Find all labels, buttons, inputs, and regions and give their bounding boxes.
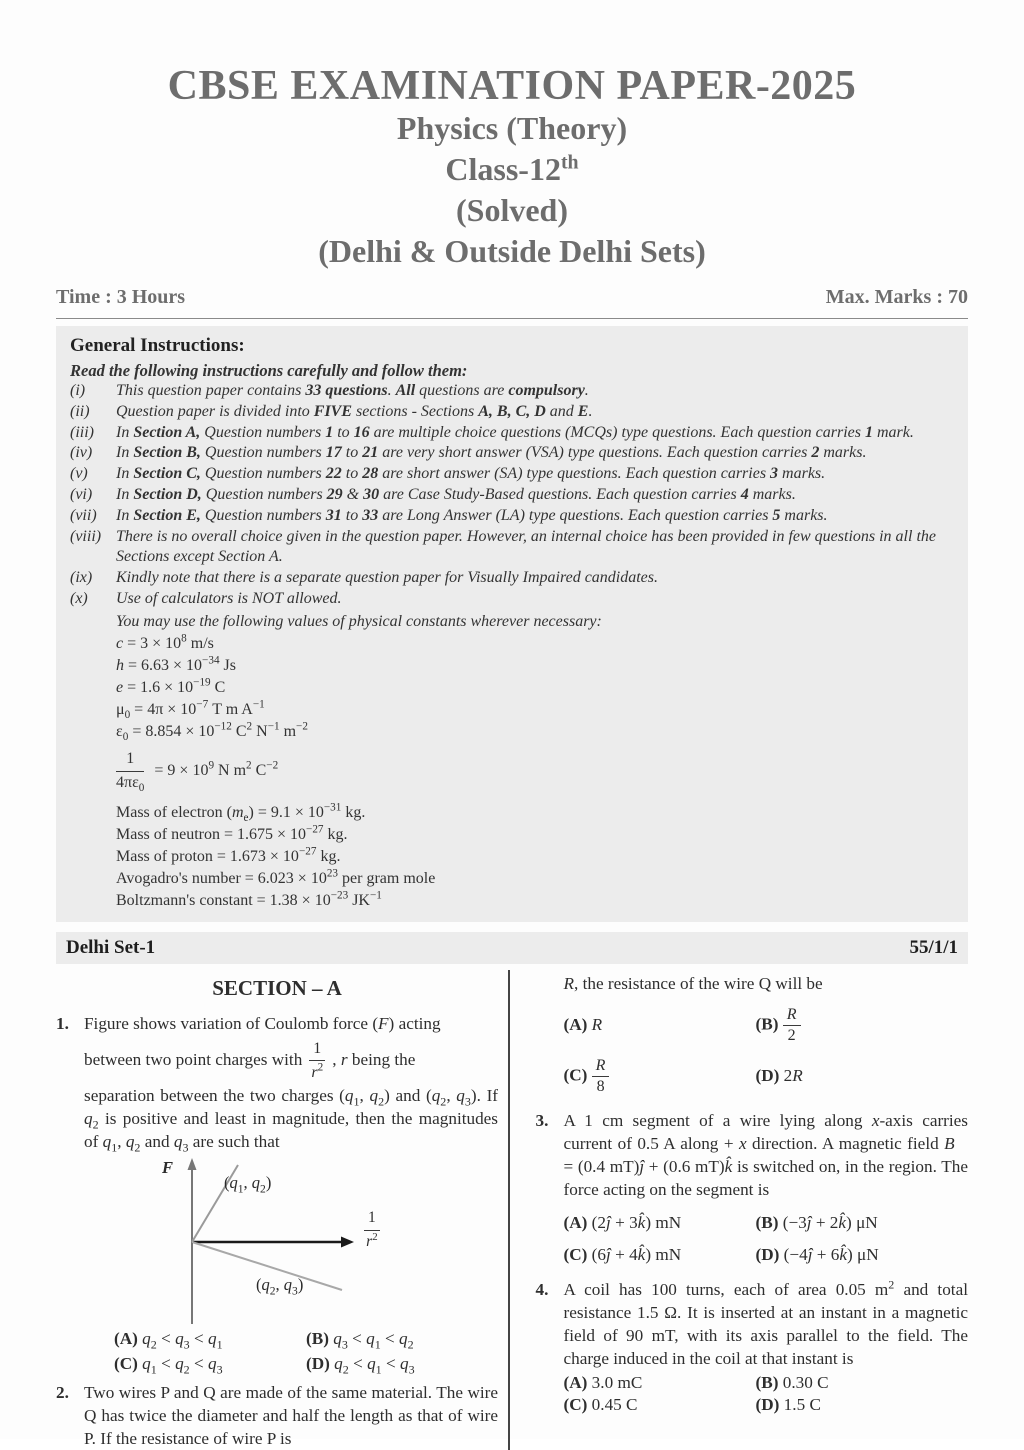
option-text: (2ĵ + 3k̂) mN xyxy=(591,1213,682,1233)
instruction-text: In Section B, Question numbers 17 to 21 are very short answer (VSA) type questions. Each question carries 2 marks. xyxy=(116,444,867,462)
option-a xyxy=(564,1213,756,1233)
coulomb-force-graph xyxy=(120,1156,450,1326)
fraction-numerator: 1 xyxy=(364,1208,380,1231)
option-c xyxy=(564,1395,756,1415)
question-3-options xyxy=(564,1213,969,1265)
question-columns xyxy=(56,970,968,1450)
instruction-item xyxy=(70,423,954,444)
fraction-numerator: R xyxy=(783,1006,801,1026)
mass-line: Mass of proton = $1.673 \times 10^{-27}$ kg. xyxy=(116,845,341,865)
instructions-heading: General Instructions: xyxy=(70,334,245,356)
instruction-number: (i) xyxy=(70,382,86,400)
question-text: Two wires P and Q are made of the same material. The wire Q has twice the diameter and half the length as that of wire P. If the resistance of wire P is xyxy=(84,1382,498,1448)
question-body xyxy=(84,1013,498,1376)
instruction-text: In Section E, Question numbers 31 to 33 are Long Answer (LA) type questions. Each question carries 5 marks. xyxy=(116,506,828,524)
constant-line: $e = 1.6 \times 10^{-19}$ C xyxy=(116,676,226,696)
question-text: Figure shows variation of Coulomb force (F) acting xyxy=(84,1013,441,1033)
option-label: (B) xyxy=(755,1372,779,1392)
right-column xyxy=(510,970,969,1450)
instruction-number: (vi) xyxy=(70,486,93,504)
option-label: (C) xyxy=(563,1394,588,1414)
y-axis-label: F xyxy=(162,1158,174,1177)
option-fraction xyxy=(783,1006,801,1045)
question-number: 1. xyxy=(56,1013,69,1033)
question-text: between two point charges with xyxy=(84,1050,303,1070)
option-b xyxy=(756,1006,969,1045)
option-row xyxy=(564,1213,969,1233)
option-label: (B) xyxy=(755,1213,779,1233)
graph-axes-and-lines xyxy=(120,1156,450,1326)
option-text: (−4ĵ + 6k̂) μN xyxy=(783,1245,879,1265)
set-name: Delhi Set-1 xyxy=(66,936,156,958)
instruction-text: In Section A, Question numbers 1 to 16 are multiple choice questions (MCQs) type questions. Each question carries 1 mark. xyxy=(116,423,914,441)
fraction-denominator: 2 xyxy=(787,1026,796,1044)
section-a-heading: SECTION – A xyxy=(212,975,342,1000)
question-text: separation between the two charges ($q_1$, $q_2$) and ($q_2$, $q_3$). If $q_2$ is positive and least in magnitude, then the magnitudes of $q_1$, $q_2$ and $q_3$ are such that xyxy=(84,1086,499,1155)
option-text: (−3ĵ + 2k̂) μN xyxy=(782,1213,878,1233)
time-allowed: Time : 3 Hours xyxy=(56,285,186,308)
instruction-item xyxy=(70,527,954,569)
option-text: (6ĵ + 4k̂) mN xyxy=(591,1245,682,1265)
instruction-item xyxy=(70,443,954,464)
question-number: 2. xyxy=(56,1382,69,1402)
instruction-number: (iii) xyxy=(70,423,94,441)
option-text: $q_2 < q_1 < q_3$ xyxy=(334,1353,415,1377)
q1q2-line-label: ($q_1$, $q_2$) xyxy=(224,1173,272,1196)
instruction-item xyxy=(70,485,954,506)
option-label: (C) xyxy=(114,1353,138,1373)
coulomb-constant-value: = $9 \times 10^9$ N $m^2$ $C^{-2}$ xyxy=(154,759,279,779)
option-d xyxy=(306,1353,498,1376)
option-row xyxy=(564,1006,969,1045)
option-text: $q_3 < q_1 < q_2$ xyxy=(333,1329,414,1352)
option-label: (C) xyxy=(563,1245,588,1265)
instruction-text: This question paper contains 33 questions. All questions are compulsory. xyxy=(116,382,589,400)
option-label: (B) xyxy=(306,1329,329,1348)
instruction-text: Use of calculators is NOT allowed. xyxy=(116,590,342,607)
y-axis-arrowhead xyxy=(188,1158,197,1170)
option-label: (A) xyxy=(563,1213,588,1233)
option-b xyxy=(306,1328,498,1351)
question-number: 3. xyxy=(535,1110,549,1130)
mass-line: Mass of neutron = $1.675 \times 10^{-27}$ kg. xyxy=(116,823,348,843)
option-label: (B) xyxy=(755,1014,779,1034)
option-text: 1.5 C xyxy=(783,1394,821,1414)
fraction-denominator: $r^2$ xyxy=(366,1230,378,1250)
option-d xyxy=(756,1245,969,1265)
set-bar xyxy=(56,932,968,964)
option-label: (A) xyxy=(114,1329,138,1348)
paper-class: Class-12th xyxy=(445,151,579,188)
instructions-subheading: Read the following instructions carefully and follow them: xyxy=(70,360,468,380)
coulomb-constant-fraction xyxy=(116,749,144,794)
instruction-text: Kindly note that there is a separate question paper for Visually Impaired candidates. xyxy=(116,569,659,587)
instruction-number: (x) xyxy=(70,590,88,607)
instruction-number: (viii) xyxy=(70,527,102,545)
option-c xyxy=(564,1057,756,1096)
fraction-numerator: 1 xyxy=(116,749,144,772)
option-fraction xyxy=(592,1057,610,1096)
instruction-text: There is no overall choice given in the question paper. However, an internal choice has been provided in few questions in all the Sections except Section A. xyxy=(116,527,936,566)
instruction-number: (iv) xyxy=(70,444,93,462)
question-2 xyxy=(56,1382,498,1450)
option-label: (D) xyxy=(755,1245,780,1265)
constants-intro: You may use the following values of physical constants wherever necessary: xyxy=(116,612,602,630)
fraction-numerator: 1 xyxy=(309,1038,325,1061)
question-number: 4. xyxy=(535,1280,549,1300)
header-divider xyxy=(56,318,968,319)
mass-line: Boltzmann's constant = $1.38 \times 10^{-23}$ $JK^{-1}$ xyxy=(116,889,382,909)
instruction-number: (ii) xyxy=(70,402,90,420)
question-2-continuation: R, the resistance of the wire Q will be xyxy=(563,973,823,993)
instruction-text: In Section C, Question numbers 22 to 28 are short answer (SA) type questions. Each question carries 3 marks. xyxy=(116,465,826,483)
option-c xyxy=(114,1353,306,1376)
fraction-denominator: $4\pi\varepsilon_0$ xyxy=(116,773,145,794)
fraction-numerator: R xyxy=(592,1057,610,1077)
instruction-item xyxy=(70,589,954,610)
instruction-item xyxy=(70,464,954,485)
max-marks: Max. Marks : 70 xyxy=(825,285,968,308)
paper-solved-tag: (Solved) xyxy=(456,192,568,228)
option-label: (A) xyxy=(563,1372,588,1392)
option-text: $q_2 < q_3 < q_1$ xyxy=(142,1329,223,1352)
paper-sets-tag: (Delhi & Outside Delhi Sets) xyxy=(318,232,706,269)
q2q3-line-label: ($q_2$, $q_3$) xyxy=(256,1275,304,1298)
option-row xyxy=(564,1395,969,1415)
instruction-number: (vii) xyxy=(70,506,97,524)
option-text: 3.0 mC xyxy=(591,1372,643,1392)
inverse-r-squared-fraction xyxy=(309,1038,325,1084)
instruction-text: In Section D, Question numbers 29 & 30 are Case Study-Based questions. Each question carries 4 marks. xyxy=(116,486,796,504)
paper-title: CBSE EXAMINATION PAPER-2025 xyxy=(167,63,857,109)
coulomb-constant-line xyxy=(116,749,954,794)
option-b xyxy=(756,1213,969,1233)
option-label: (C) xyxy=(563,1065,588,1085)
option-text: R xyxy=(591,1015,603,1035)
option-text: $q_1 < q_2 < q_3$ xyxy=(142,1353,223,1377)
mass-line: Avogadro's number = $6.023 \times 10^{23}$ per gram mole xyxy=(116,867,436,887)
instruction-text: Question paper is divided into FIVE sections - Sections A, B, C, D and E. xyxy=(116,402,593,420)
option-row xyxy=(564,1373,969,1393)
masses-block xyxy=(70,802,954,912)
option-d xyxy=(756,1066,969,1086)
fraction-denominator: 8 xyxy=(596,1077,605,1095)
question-4-options xyxy=(564,1373,969,1415)
instruction-number: (v) xyxy=(70,465,88,483)
mass-line: Mass of electron $(m_e) = 9.1 \times 10^{-31}$ kg. xyxy=(116,801,366,824)
time-marks-row xyxy=(56,286,968,309)
constant-line: $h = 6.63 \times 10^{-34}$ Js xyxy=(116,654,236,674)
instruction-item xyxy=(70,402,954,423)
question-1-options xyxy=(114,1328,498,1376)
option-label: (D) xyxy=(755,1066,780,1086)
option-a xyxy=(564,1373,756,1393)
question-3 xyxy=(536,1110,969,1202)
x-axis-arrowhead xyxy=(341,1237,354,1248)
option-row xyxy=(564,1245,969,1265)
constant-line: $\mu_0 = 4\pi \times 10^{-7}$ T m $A^{-1}$ xyxy=(116,698,265,722)
fraction-denominator: $r^2$ xyxy=(311,1061,324,1082)
option-text: 2R xyxy=(783,1066,803,1086)
instruction-number: (ix) xyxy=(70,569,93,587)
option-d xyxy=(756,1395,969,1415)
question-text: A coil has 100 turns, each of area 0.05 $m^2$ and total resistance 1.5 Ω. It is inserted at an instant in a magnetic field of 90 mT, with its axis parallel to the field. The charge induced in the coil at that instant is xyxy=(563,1277,968,1369)
question-text: A 1 cm segment of a wire lying along x-axis carries current of 0.5 A along + x direction. A magnetic field B⃗ = (0.4 mT)ĵ + (0.6 mT)k̂ is switched on, in the region. The force acting on the segment is xyxy=(563,1110,969,1199)
instruction-item xyxy=(70,381,954,402)
option-c xyxy=(564,1245,756,1265)
paper-subject: Physics (Theory) xyxy=(396,110,628,147)
constant-line: $\varepsilon_0 = 8.854 \times 10^{-12}$ $C^2$ $N^{-1}$ $m^{-2}$ xyxy=(116,720,308,744)
paper-code: 55/1/1 xyxy=(909,936,958,958)
instruction-item xyxy=(70,506,954,527)
option-a xyxy=(564,1015,756,1035)
option-label: (D) xyxy=(306,1353,330,1373)
option-label: (A) xyxy=(563,1015,588,1035)
option-b xyxy=(756,1373,969,1393)
paper-header xyxy=(0,0,1024,272)
question-1 xyxy=(56,1013,498,1376)
option-label: (D) xyxy=(755,1394,780,1414)
option-text: 0.30 C xyxy=(782,1372,829,1392)
instruction-item xyxy=(70,568,954,589)
left-column xyxy=(56,970,508,1450)
option-row xyxy=(564,1057,969,1096)
x-axis-label-fraction xyxy=(364,1208,380,1252)
question-text-fraction-line xyxy=(84,1038,498,1084)
question-4 xyxy=(536,1279,969,1371)
general-instructions-box xyxy=(56,326,968,922)
question-2-options xyxy=(564,1006,969,1096)
option-text: 0.45 C xyxy=(591,1394,638,1414)
constant-line: $c = 3 \times 10^8$ m/s xyxy=(116,632,214,652)
option-a xyxy=(114,1328,306,1351)
question-text: , r being the xyxy=(332,1050,416,1070)
